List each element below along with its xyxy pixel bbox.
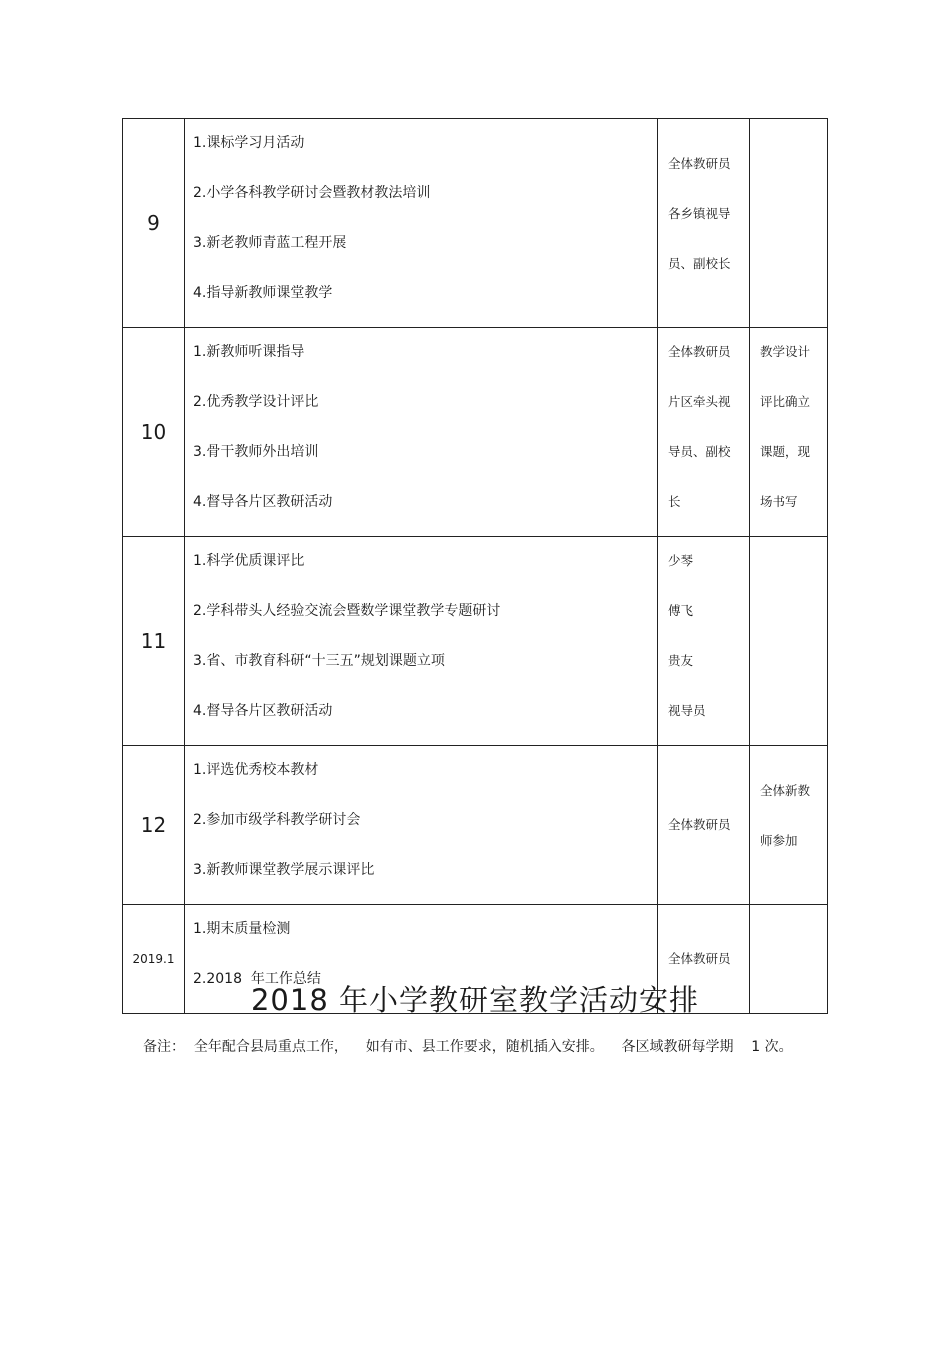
note-line: 全体新教 [760, 783, 811, 798]
personnel-line: 长 [668, 494, 681, 509]
personnel-line: 全体教研员 [668, 156, 731, 171]
personnel-line: 全体教研员 [668, 951, 731, 966]
personnel-line: 导员、副校 [668, 444, 731, 459]
activity-item: 1.评选优秀校本教材 [193, 762, 319, 778]
note-line: 教学设计 [760, 344, 811, 359]
personnel-cell [658, 746, 750, 905]
personnel-line: 全体教研员 [668, 817, 731, 832]
personnel-line: 片区牵头视 [668, 394, 731, 409]
activity-item: 4.指导新教师课堂教学 [193, 285, 333, 301]
personnel-line: 傅飞 [668, 603, 694, 618]
activity-item: 2.参加市级学科教学研讨会 [193, 812, 361, 828]
activity-item: 2.学科带头人经验交流会暨数学课堂教学专题研讨 [193, 603, 501, 619]
month-cell: 11 [123, 537, 185, 746]
personnel-cell [658, 328, 750, 537]
activity-item: 1.期末质量检测 [193, 921, 291, 937]
activity-item: 4.督导各片区教研活动 [193, 703, 333, 719]
remark-note: 备注： 全年配合县局重点工作， 如有市、县工作要求，随机插入安排。 各区域教研每学期 1 次。 [143, 1039, 793, 1055]
month-cell: 2019.1 [123, 905, 185, 1014]
activity-item: 3.骨干教师外出培训 [193, 444, 319, 460]
activity-item: 1.新教师听课指导 [193, 344, 305, 360]
page-title [0, 978, 950, 1019]
activity-item: 3.省、市教育科研“十三五”规划课题立项 [193, 653, 445, 669]
month-cell: 10 [123, 328, 185, 537]
month-cell: 12 [123, 746, 185, 905]
table-row [123, 537, 828, 746]
personnel-line: 员、副校长 [668, 256, 731, 271]
activity-item: 4.督导各片区教研活动 [193, 494, 333, 510]
note-cell [750, 119, 828, 328]
activity-item: 3.新教师课堂教学展示课评比 [193, 862, 375, 878]
personnel-line: 贵友 [668, 653, 694, 668]
activity-item: 3.新老教师青蓝工程开展 [193, 235, 347, 251]
note-line: 场书写 [760, 494, 798, 509]
activity-item: 2.2018 年工作总结 [193, 971, 321, 987]
table-row [123, 328, 828, 537]
note-line: 师参加 [760, 833, 798, 848]
activity-item: 1.科学优质课评比 [193, 553, 305, 569]
personnel-line: 少琴 [668, 553, 694, 568]
activities-cell [185, 328, 658, 537]
activities-cell [185, 746, 658, 905]
table-row [123, 746, 828, 905]
activity-item: 1.课标学习月活动 [193, 135, 305, 151]
page-title-text: 2018 年小学教研室教学活动安排 [250, 983, 700, 1017]
note-line: 评比确立 [760, 394, 811, 409]
month-cell: 9 [123, 119, 185, 328]
schedule-table [122, 118, 828, 1014]
activity-item: 2.小学各科教学研讨会暨教材教法培训 [193, 185, 431, 201]
note-cell [750, 328, 828, 537]
note-line: 课题，现 [760, 444, 811, 459]
table-row [123, 119, 828, 328]
activities-cell [185, 119, 658, 328]
activities-cell [185, 537, 658, 746]
personnel-cell [658, 119, 750, 328]
note-cell [750, 537, 828, 746]
personnel-cell [658, 537, 750, 746]
personnel-line: 视导员 [668, 703, 706, 718]
personnel-line: 各乡镇视导 [668, 206, 731, 221]
personnel-line: 全体教研员 [668, 344, 731, 359]
activity-item: 2.优秀教学设计评比 [193, 394, 319, 410]
note-cell [750, 746, 828, 905]
